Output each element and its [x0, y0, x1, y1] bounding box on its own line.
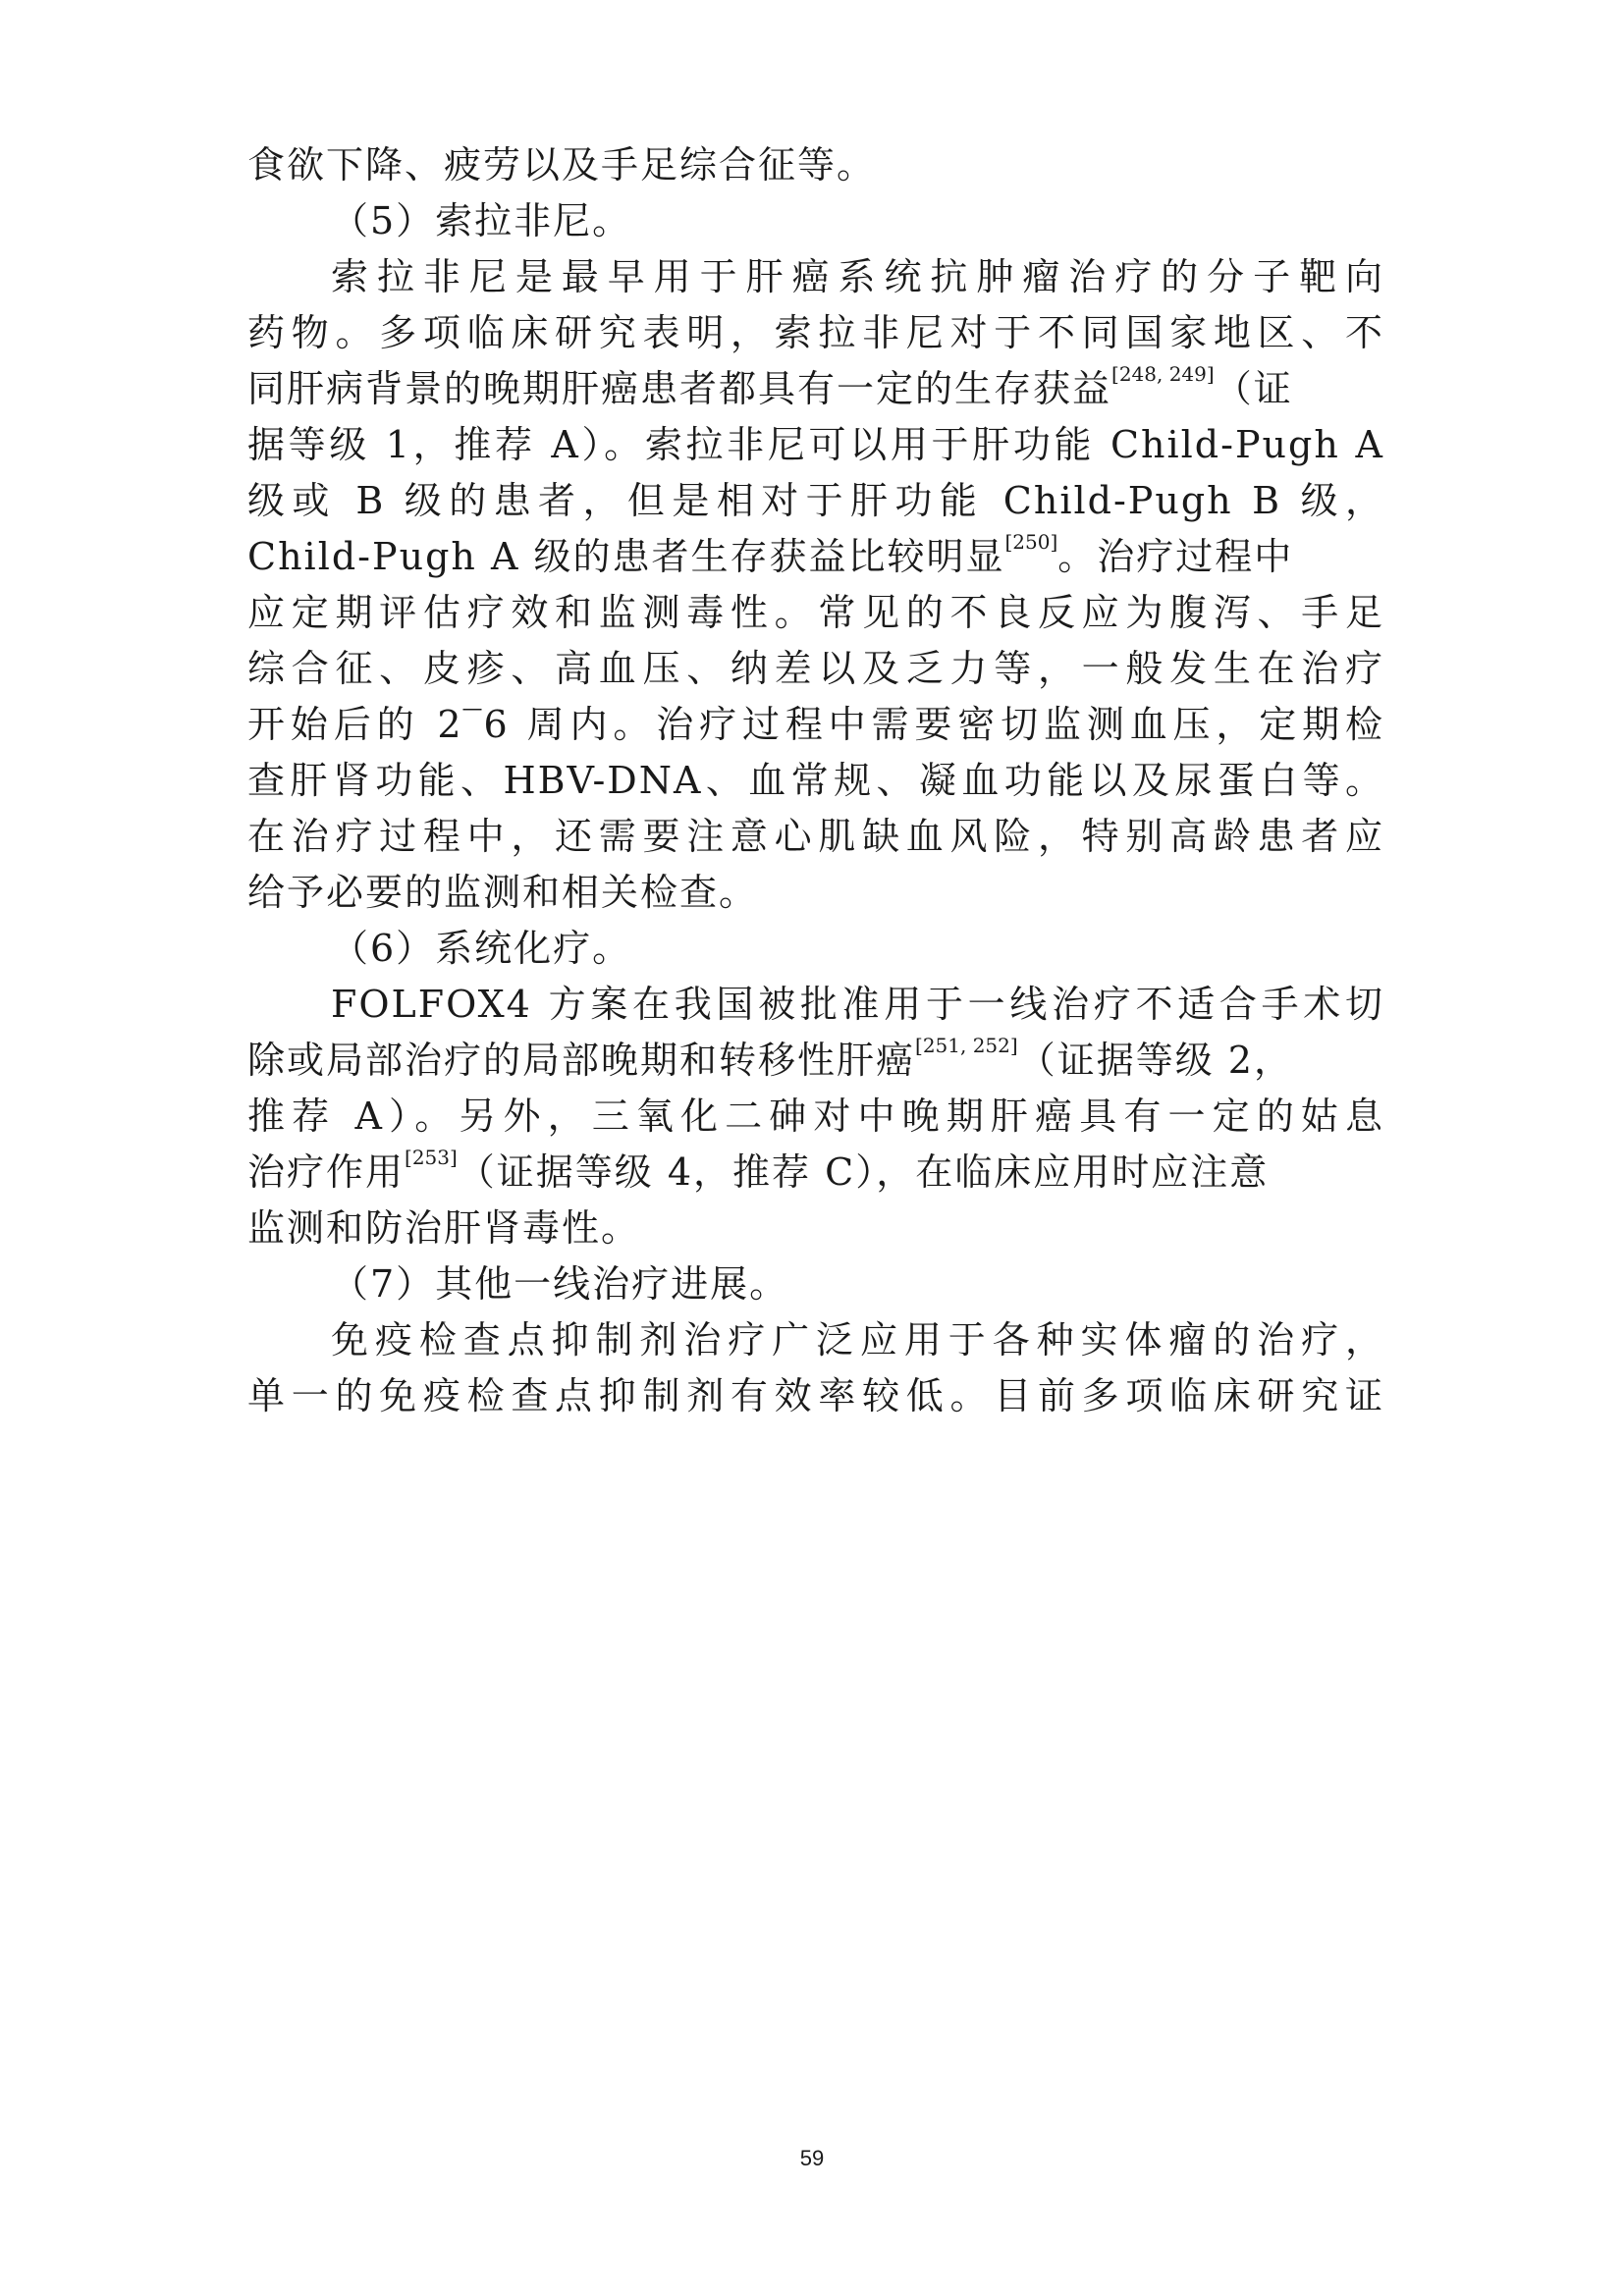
- paragraph-line: 索拉非尼是最早用于肝癌系统抗肿瘤治疗的分子靶向: [331, 255, 1384, 298]
- line-text: Child-Pugh A 级的患者生存获益比较明显: [247, 535, 1005, 578]
- citation-ref: [250]: [1004, 530, 1058, 554]
- paragraph-line: [247, 1031, 1384, 1090]
- section-heading-chemotherapy: （6）系统化疗。: [331, 927, 632, 970]
- paragraph-line: 单一的免疫检查点抑制剂有效率较低。目前多项临床研究证: [247, 1374, 1384, 1417]
- paragraph-line: [247, 527, 1384, 586]
- paragraph-line: FOLFOX4 方案在我国被批准用于一线治疗不适合手术切: [331, 983, 1384, 1026]
- paragraph-line: 级或 B 级的患者，但是相对于肝功能 Child-Pugh B 级，: [247, 479, 1384, 522]
- paragraph-line: 推荐 A）。另外，三氧化二砷对中晚期肝癌具有一定的姑息: [247, 1095, 1384, 1138]
- citation-ref: [253]: [405, 1146, 458, 1169]
- citation-ref: [251, 252]: [915, 1034, 1018, 1057]
- paragraph-line: [247, 359, 1384, 418]
- paragraph-line: 免疫检查点抑制剂治疗广泛应用于各种实体瘤的治疗，: [331, 1318, 1384, 1362]
- paragraph-line: 给予必要的监测和相关检查。: [247, 871, 759, 914]
- citation-ref: [248, 249]: [1111, 362, 1215, 386]
- paragraph-line: 综合征、皮疹、高血压、纳差以及乏力等，一般发生在治疗: [247, 647, 1384, 690]
- page-number: 59: [799, 2146, 825, 2170]
- line-text: （证据等级 4，推荐 C），在临床应用时应注意: [457, 1150, 1270, 1194]
- paragraph-line: 应定期评估疗效和监测毒性。常见的不良反应为腹泻、手足: [247, 591, 1384, 634]
- line-text: 除或局部治疗的局部晚期和转移性肝癌: [247, 1039, 916, 1082]
- section-heading-other-first-line: （7）其他一线治疗进展。: [331, 1262, 789, 1306]
- paragraph-line: 开始后的 2‾6 周内。治疗过程中需要密切监测血压，定期检: [247, 703, 1384, 746]
- line-text: 。治疗过程中: [1057, 535, 1294, 578]
- paragraph-line: 药物。多项临床研究表明，索拉非尼对于不同国家地区、不: [247, 311, 1384, 354]
- paragraph-line: 食欲下降、疲劳以及手足综合征等。: [247, 143, 877, 187]
- paragraph-line: 据等级 1，推荐 A）。索拉非尼可以用于肝功能 Child-Pugh A: [247, 423, 1384, 466]
- line-text: （证据等级 2，: [1017, 1039, 1293, 1082]
- line-text: 同肝病背景的晚期肝癌患者都具有一定的生存获益: [247, 367, 1112, 410]
- line-text: （证: [1214, 367, 1293, 410]
- line-text: 治疗作用: [247, 1150, 406, 1194]
- paragraph-line: 在治疗过程中，还需要注意心肌缺血风险，特别高龄患者应: [247, 815, 1384, 858]
- paragraph-line: 监测和防治肝肾毒性。: [247, 1206, 641, 1250]
- paragraph-line: 查肝肾功能、HBV-DNA、血常规、凝血功能以及尿蛋白等。: [247, 759, 1384, 802]
- paragraph-line: [247, 1143, 1384, 1201]
- section-heading-sorafenib: （5）索拉非尼。: [331, 199, 632, 242]
